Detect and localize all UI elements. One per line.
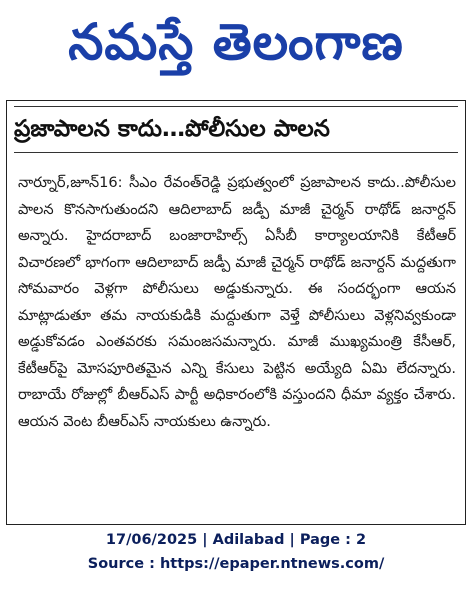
- footer-source: Source : https://epaper.ntnews.com/: [87, 556, 385, 572]
- masthead: [0, 0, 472, 84]
- masthead-title: నమస్తే తెలంగాణ: [68, 13, 404, 71]
- footer-date-edition: 17/06/2025 | Adilabad | Page : 2: [105, 532, 367, 548]
- article-headline: ప్రజాపాలన కాదు…పోలీసుల పాలన: [14, 116, 330, 142]
- article-body: నార్నూర్,జూన్16: సీఎం రేవంత్‌రెడ్డి ప్రభుత్వంలో ప్రజాపాలన కాదు..పోలీసుల పాలన కొనసాగుతుందని ఆదిలాబాద్ జడ్పీ మాజీ చైర్మన్ రాథోడ్ జనార్దన్ అన్నారు. హైదరాబాద్ బంజారాహిల్స్ ఏసీబీ కార్యాలయానికి కేటీఆర్ విచారణలో భాగంగా ఆదిలాబాద్ జడ్పీ మాజీ చైర్మన్ రాథోడ్ జనార్దన్ మద్దతుగా సోమవారం వెళ్లగా పోలీసులు అడ్డుకున్నారు. ఈ సందర్భంగా ఆయన మాట్లాడుతూ తమ నాయకుడికి మద్దుతుగా వెళ్తే పోలీసులు వెళ్లనివ్వకుండా అడ్డుకోవడం ఎంతవరకు సమంజసమన్నారు. మాజీ ముఖ్యమంత్రి కేసీఆర్, కేటీఆర్‌పై మోసపూరితమైన ఎన్ని కేసులు పెట్టిన అయ్యేది ఏమి లేదన్నారు. రాబాయే రోజుల్లో బీఆర్‌ఎస్ పార్టీ అధికారంలోకి వస్తుందని ధీమా వ్యక్తం చేశారు. ఆయన వెంట బీఆర్‌ఎస్ నాయకులు ఉన్నారు.: [18, 174, 456, 430]
- headline-top-rule: [14, 106, 458, 107]
- headline-bottom-rule: [14, 152, 458, 153]
